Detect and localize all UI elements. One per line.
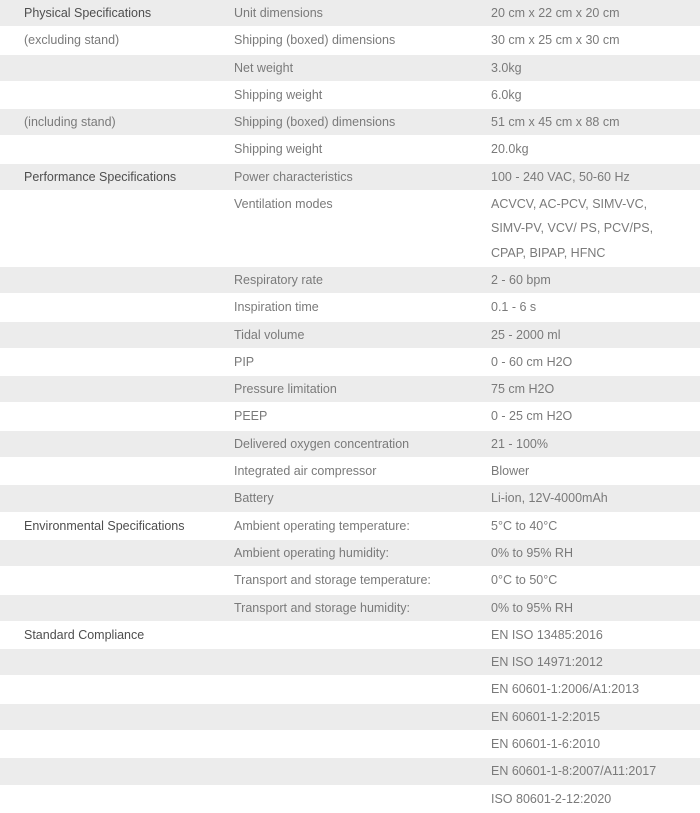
value-line: CPAP, BIPAP, HFNC bbox=[491, 245, 606, 260]
value-cell: 2 - 60 bpm bbox=[485, 266, 700, 293]
parameter-cell: Ambient operating temperature: bbox=[228, 512, 485, 539]
parameter-cell bbox=[228, 758, 485, 785]
value-cell: 51 cm x 45 cm x 88 cm bbox=[485, 109, 700, 136]
category-cell bbox=[0, 403, 228, 430]
parameter-cell: Transport and storage humidity: bbox=[228, 594, 485, 621]
parameter-cell: Shipping (boxed) dimensions bbox=[228, 109, 485, 136]
value-cell: 0% to 95% RH bbox=[485, 594, 700, 621]
parameter-cell bbox=[228, 785, 485, 812]
parameter-cell bbox=[228, 676, 485, 703]
value-cell: EN 60601-1-2:2015 bbox=[485, 703, 700, 730]
value-line: SIMV-PV, VCV/ PS, PCV/PS, bbox=[491, 221, 654, 236]
parameter-cell: Integrated air compressor bbox=[228, 458, 485, 485]
category-cell bbox=[0, 649, 228, 676]
category-cell bbox=[0, 348, 228, 375]
value-cell: EN 60601-1-6:2010 bbox=[485, 731, 700, 758]
category-cell bbox=[0, 539, 228, 566]
parameter-cell: Net weight bbox=[228, 54, 485, 81]
spec-row-transport-storage-temperature bbox=[0, 567, 700, 594]
value-cell: 25 - 2000 ml bbox=[485, 321, 700, 348]
category-cell bbox=[0, 567, 228, 594]
category-cell bbox=[0, 703, 228, 730]
spec-row-peep bbox=[0, 403, 700, 430]
spec-row-standard-en-60601-1 bbox=[0, 676, 700, 703]
category-cell bbox=[0, 54, 228, 81]
spec-row-battery bbox=[0, 485, 700, 512]
value-cell: 0 - 60 cm H2O bbox=[485, 348, 700, 375]
parameter-cell bbox=[228, 703, 485, 730]
value-cell: 75 cm H2O bbox=[485, 376, 700, 403]
spec-row-integrated-air-compressor bbox=[0, 458, 700, 485]
parameter-cell: Tidal volume bbox=[228, 321, 485, 348]
spec-row-standard-en-iso-13485 bbox=[0, 621, 700, 648]
value-cell: 20 cm x 22 cm x 20 cm bbox=[485, 0, 700, 27]
spec-row-standard-en-60601-1-6 bbox=[0, 731, 700, 758]
category-cell-environmental-specifications: Environmental Specifications bbox=[0, 512, 228, 539]
spec-row-transport-storage-humidity bbox=[0, 594, 700, 621]
parameter-cell: Shipping (boxed) dimensions bbox=[228, 27, 485, 54]
value-cell: 0% to 95% RH bbox=[485, 539, 700, 566]
parameter-cell: Delivered oxygen concentration bbox=[228, 430, 485, 457]
parameter-cell: Shipping weight bbox=[228, 136, 485, 163]
category-cell bbox=[0, 321, 228, 348]
category-cell bbox=[0, 266, 228, 293]
parameter-cell: Pressure limitation bbox=[228, 376, 485, 403]
value-cell: EN ISO 14971:2012 bbox=[485, 649, 700, 676]
parameter-cell: Battery bbox=[228, 485, 485, 512]
spec-row-shipping-dimensions-excluding-stand bbox=[0, 27, 700, 54]
category-cell bbox=[0, 731, 228, 758]
category-cell-standard-compliance: Standard Compliance bbox=[0, 621, 228, 648]
category-cell bbox=[0, 191, 228, 267]
value-cell: EN 60601-1:2006/A1:2013 bbox=[485, 676, 700, 703]
spec-row-standard-en-60601-1-8 bbox=[0, 758, 700, 785]
category-cell bbox=[0, 594, 228, 621]
category-cell-physical-specifications: Physical Specifications bbox=[0, 0, 228, 27]
spec-row-power-characteristics bbox=[0, 163, 700, 190]
spec-row-shipping-weight-including-stand bbox=[0, 136, 700, 163]
value-cell: 0 - 25 cm H2O bbox=[485, 403, 700, 430]
value-cell: 6.0kg bbox=[485, 81, 700, 108]
category-cell bbox=[0, 785, 228, 812]
category-cell bbox=[0, 81, 228, 108]
parameter-cell: PEEP bbox=[228, 403, 485, 430]
spec-row-ambient-operating-humidity bbox=[0, 539, 700, 566]
category-cell bbox=[0, 485, 228, 512]
category-cell bbox=[0, 136, 228, 163]
value-cell: 0.1 - 6 s bbox=[485, 294, 700, 321]
spec-row-inspiration-time bbox=[0, 294, 700, 321]
parameter-cell: Inspiration time bbox=[228, 294, 485, 321]
category-cell-performance-specifications: Performance Specifications bbox=[0, 163, 228, 190]
value-line: ACVCV, AC-PCV, SIMV-VC, bbox=[491, 197, 648, 212]
spec-row-ambient-operating-temperature bbox=[0, 512, 700, 539]
value-cell: 3.0kg bbox=[485, 54, 700, 81]
parameter-cell: PIP bbox=[228, 348, 485, 375]
value-cell: ISO 80601-2-12:2020 bbox=[485, 785, 700, 812]
value-cell: EN 60601-1-8:2007/A11:2017 bbox=[485, 758, 700, 785]
spec-row-shipping-weight-excluding-stand bbox=[0, 81, 700, 108]
value-cell: EN ISO 13485:2016 bbox=[485, 621, 700, 648]
value-cell: 21 - 100% bbox=[485, 430, 700, 457]
value-cell: 20.0kg bbox=[485, 136, 700, 163]
category-cell-excluding-stand: (excluding stand) bbox=[0, 27, 228, 54]
parameter-cell: Ventilation modes bbox=[228, 191, 485, 267]
spec-row-shipping-dimensions-including-stand bbox=[0, 109, 700, 136]
parameter-cell bbox=[228, 649, 485, 676]
category-cell bbox=[0, 294, 228, 321]
value-cell: 100 - 240 VAC, 50-60 Hz bbox=[485, 163, 700, 190]
spec-row-standard-iso-80601-2-12 bbox=[0, 785, 700, 812]
parameter-cell: Respiratory rate bbox=[228, 266, 485, 293]
spec-row-tidal-volume bbox=[0, 321, 700, 348]
parameter-cell bbox=[228, 731, 485, 758]
spec-row-net-weight bbox=[0, 54, 700, 81]
spec-row-respiratory-rate bbox=[0, 266, 700, 293]
value-cell: 5°C to 40°C bbox=[485, 512, 700, 539]
spec-row-pip bbox=[0, 348, 700, 375]
spec-row-ventilation-modes bbox=[0, 191, 700, 267]
parameter-cell: Unit dimensions bbox=[228, 0, 485, 27]
spec-row-delivered-oxygen-concentration bbox=[0, 430, 700, 457]
value-cell: 0°C to 50°C bbox=[485, 567, 700, 594]
spec-row-standard-en-iso-14971 bbox=[0, 649, 700, 676]
value-cell-multiline bbox=[485, 191, 700, 267]
category-cell bbox=[0, 458, 228, 485]
category-cell bbox=[0, 758, 228, 785]
parameter-cell: Shipping weight bbox=[228, 81, 485, 108]
category-cell-including-stand: (including stand) bbox=[0, 109, 228, 136]
parameter-cell bbox=[228, 621, 485, 648]
parameter-cell: Transport and storage temperature: bbox=[228, 567, 485, 594]
spec-row-pressure-limitation bbox=[0, 376, 700, 403]
value-cell: Li-ion, 12V-4000mAh bbox=[485, 485, 700, 512]
category-cell bbox=[0, 430, 228, 457]
parameter-cell: Power characteristics bbox=[228, 163, 485, 190]
value-cell: Blower bbox=[485, 458, 700, 485]
category-cell bbox=[0, 676, 228, 703]
spec-row-unit-dimensions bbox=[0, 0, 700, 27]
category-cell bbox=[0, 376, 228, 403]
parameter-cell: Ambient operating humidity: bbox=[228, 539, 485, 566]
spec-row-standard-en-60601-1-2 bbox=[0, 703, 700, 730]
value-cell: 30 cm x 25 cm x 30 cm bbox=[485, 27, 700, 54]
